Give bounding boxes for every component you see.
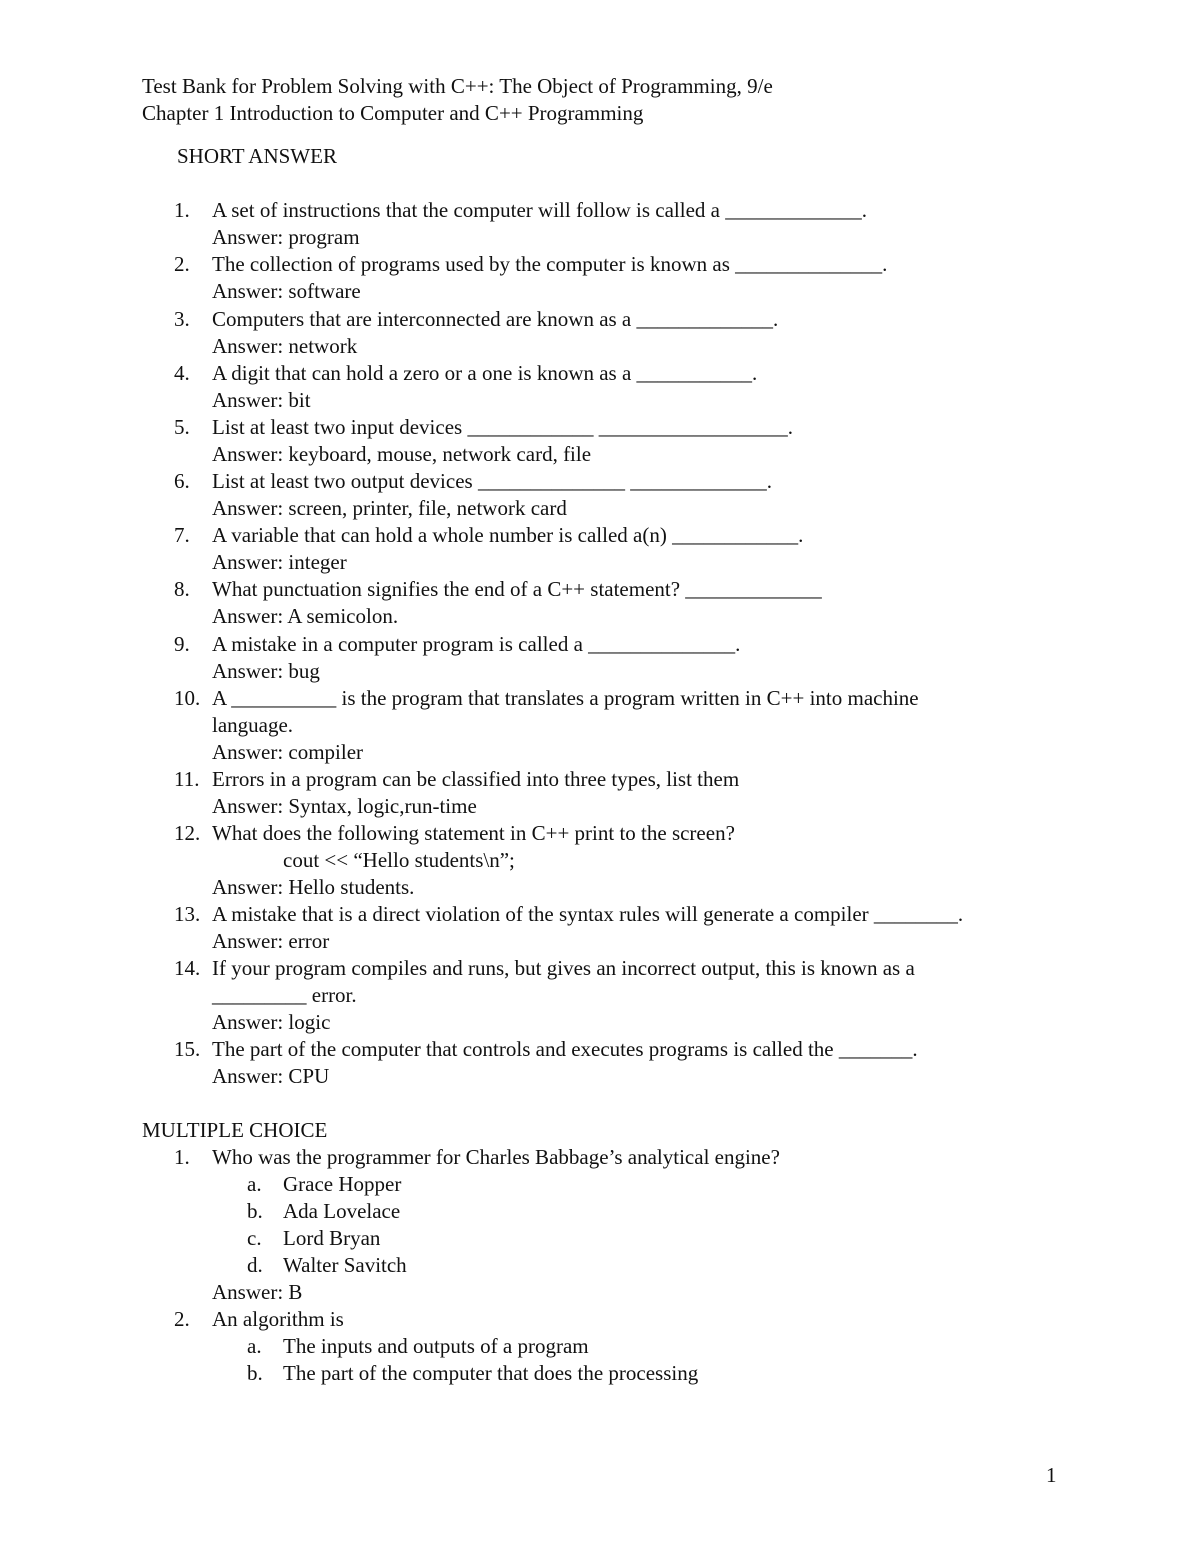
option-text: Ada Lovelace	[283, 1199, 401, 1223]
question-number: 3.	[174, 307, 190, 331]
answer-text: Answer: bug	[212, 659, 320, 683]
question-text: The collection of programs used by the computer is known as ______________.	[212, 252, 888, 276]
option-text: Lord Bryan	[283, 1226, 381, 1250]
question-number: 11.	[174, 767, 200, 791]
answer-text: Answer: network	[212, 334, 358, 358]
question-number: 14.	[174, 956, 201, 980]
document-title: Test Bank for Problem Solving with C++: The Object of Programming, 9/e	[142, 74, 773, 98]
section-heading-short-answer: SHORT ANSWER	[177, 144, 337, 168]
option-text: The inputs and outputs of a program	[283, 1334, 589, 1358]
answer-text: Answer: CPU	[212, 1064, 330, 1088]
question-text: If your program compiles and runs, but gives an incorrect output, this is known as a	[212, 956, 915, 980]
question-number: 6.	[174, 469, 190, 493]
question-number: 8.	[174, 577, 190, 601]
option-text: Walter Savitch	[283, 1253, 407, 1277]
section-heading-multiple-choice: MULTIPLE CHOICE	[142, 1118, 328, 1142]
question-text: An algorithm is	[212, 1307, 344, 1331]
question-number: 5.	[174, 415, 190, 439]
answer-text: Answer: logic	[212, 1010, 331, 1034]
option-letter: b.	[247, 1199, 263, 1223]
answer-text: Answer: Syntax, logic,run-time	[212, 794, 477, 818]
question-number: 10.	[174, 686, 201, 710]
question-number: 12.	[174, 821, 201, 845]
option-letter: c.	[247, 1226, 262, 1250]
question-number: 7.	[174, 523, 190, 547]
question-text: Errors in a program can be classified into three types, list them	[212, 767, 740, 791]
question-text: The part of the computer that controls and executes programs is called the _______.	[212, 1037, 918, 1061]
question-number: 1.	[174, 1145, 190, 1169]
question-text: A variable that can hold a whole number is called a(n) ____________.	[212, 523, 804, 547]
option-letter: b.	[247, 1361, 263, 1385]
answer-text: Answer: integer	[212, 550, 347, 574]
chapter-title: Chapter 1 Introduction to Computer and C++ Programming	[142, 101, 644, 125]
question-text: A mistake that is a direct violation of the syntax rules will generate a compiler ________.	[212, 902, 964, 926]
answer-text: Answer: bit	[212, 388, 311, 412]
answer-text: Answer: A semicolon.	[212, 604, 399, 628]
answer-text: Answer: keyboard, mouse, network card, file	[212, 442, 592, 466]
question-text: Who was the programmer for Charles Babbage’s analytical engine?	[212, 1145, 780, 1169]
answer-text: Answer: screen, printer, file, network card	[212, 496, 567, 520]
question-number: 9.	[174, 632, 190, 656]
question-number: 15.	[174, 1037, 201, 1061]
answer-text: Answer: Hello students.	[212, 875, 415, 899]
answer-text: Answer: software	[212, 279, 361, 303]
question-number: 1.	[174, 198, 190, 222]
question-text: List at least two output devices ______________ _____________.	[212, 469, 772, 493]
question-text: A mistake in a computer program is called a ______________.	[212, 632, 741, 656]
question-text: List at least two input devices ____________ __________________.	[212, 415, 793, 439]
option-text: The part of the computer that does the processing	[283, 1361, 699, 1385]
question-text: A digit that can hold a zero or a one is known as a ___________.	[212, 361, 758, 385]
question-number: 2.	[174, 252, 190, 276]
question-text-continued: _________ error.	[212, 983, 357, 1007]
question-number: 4.	[174, 361, 190, 385]
question-text: What does the following statement in C++ print to the screen?	[212, 821, 735, 845]
question-text: A __________ is the program that translates a program written in C++ into machine	[212, 686, 919, 710]
answer-text: Answer: compiler	[212, 740, 364, 764]
answer-text: Answer: error	[212, 929, 330, 953]
answer-text: Answer: program	[212, 225, 360, 249]
question-text-continued: language.	[212, 713, 294, 737]
option-letter: a.	[247, 1334, 262, 1358]
page-number: 1	[1046, 1463, 1057, 1487]
option-letter: a.	[247, 1172, 262, 1196]
question-text: What punctuation signifies the end of a C++ statement? _____________	[212, 577, 822, 601]
option-letter: d.	[247, 1253, 263, 1277]
question-text: A set of instructions that the computer will follow is called a _____________.	[212, 198, 867, 222]
answer-text: Answer: B	[212, 1280, 303, 1304]
question-number: 13.	[174, 902, 201, 926]
question-text: Computers that are interconnected are known as a _____________.	[212, 307, 779, 331]
question-number: 2.	[174, 1307, 190, 1331]
option-text: Grace Hopper	[283, 1172, 402, 1196]
code-snippet: cout << “Hello students\n”;	[283, 848, 515, 872]
